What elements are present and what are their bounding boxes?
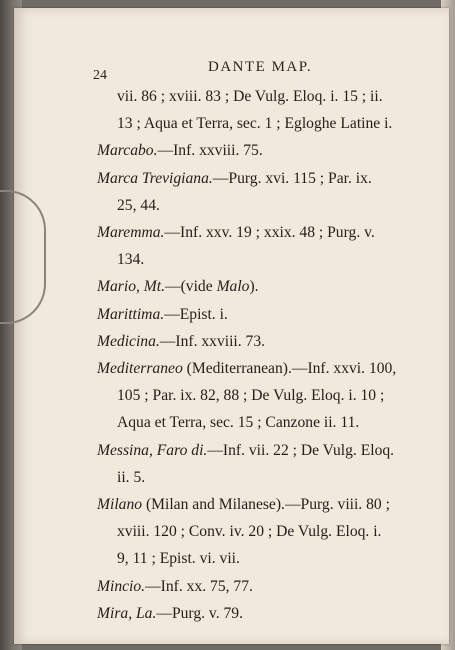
index-entry-line [97, 170, 372, 188]
index-entry-line [97, 333, 265, 351]
index-continuation-line [117, 414, 359, 432]
index-reference-text: 134. [117, 251, 145, 269]
index-entry-line [97, 306, 228, 324]
book-page [14, 8, 449, 644]
index-headword: Milano [97, 496, 143, 513]
index-reference-text: —Inf. xx. 75, 77. [145, 577, 253, 595]
index-headword: Marca Trevigiana. [97, 169, 213, 187]
index-reference-text: —(vide [165, 278, 217, 296]
index-headword: Mincio. [97, 577, 146, 595]
index-continuation-line [117, 523, 381, 541]
index-entry-line [97, 142, 263, 160]
index-continuation-line [117, 550, 240, 568]
index-reference-text: Aqua et Terra, sec. 15 ; Canzone ii. 11. [117, 414, 360, 432]
index-entry-line [97, 605, 243, 623]
index-reference-text: 13 ; Aqua et Terra, sec. 1 ; Egloghe Latine i. [117, 115, 393, 133]
index-reference-text: —Inf. vii. 22 ; De Vulg. Eloq. [207, 441, 395, 459]
index-headword: Marcabo. [97, 142, 158, 160]
index-reference-text: —Purg. v. 79. [156, 604, 244, 622]
index-headword: Mira, La. [97, 604, 157, 622]
index-reference-text: —Inf. xxv. 19 ; xxix. 48 ; Purg. v. [164, 224, 375, 241]
index-reference-text: (Milan and Milanese).—Purg. viii. 80 ; [142, 496, 390, 513]
index-continuation-line [117, 251, 144, 269]
index-reference-text: xviii. 120 ; Conv. iv. 20 ; De Vulg. Eloq. i. [117, 523, 382, 541]
index-entry-line [97, 278, 259, 296]
index-headword: Messina, Faro di. [97, 441, 208, 459]
index-entry-line [97, 442, 394, 460]
index-reference-text: ). [249, 278, 259, 296]
index-entry-line [97, 578, 253, 596]
index-reference-text: ii. 5. [117, 468, 146, 486]
page-header [15, 44, 449, 83]
index-reference-text: vii. 86 ; xviii. 83 ; De Vulg. Eloq. i. 15 ; ii. [117, 88, 383, 105]
index-continuation-line [117, 88, 383, 106]
index-reference-text: 9, 11 ; Epist. vi. vii. [117, 550, 240, 568]
index-entry-line [97, 496, 390, 514]
index-headword: Medicina. [97, 332, 160, 350]
index-reference-text: 25, 44. [117, 196, 160, 214]
binding-string [0, 190, 46, 324]
index-continuation-line [117, 387, 384, 405]
page-number: 24 [93, 68, 107, 83]
index-entry-line [97, 224, 375, 242]
index-continuation-line [117, 197, 160, 215]
index-reference-text: —Inf. xxviii. 73. [159, 332, 266, 350]
index-reference-text: —Epist. i. [164, 305, 228, 323]
index-reference-text: 105 ; Par. ix. 82, 88 ; De Vulg. Eloq. i. 10 ; [117, 387, 385, 405]
index-reference-text: (Mediterranean).—Inf. xxvi. 100, [182, 360, 397, 377]
index-continuation-line [117, 115, 392, 133]
index-headword: Mario, Mt. [97, 278, 166, 296]
index-headword: Mediterraneo [97, 360, 183, 377]
index-headword: Maremma. [97, 224, 165, 241]
index-reference-text: —Inf. xxviii. 75. [157, 142, 263, 160]
index-reference-text: —Purg. xvi. 115 ; Par. ix. [212, 169, 372, 187]
index-continuation-line [117, 469, 145, 487]
index-entry-line [97, 360, 396, 378]
index-headword: Malo [216, 278, 250, 296]
index-headword: Marittima. [97, 305, 165, 323]
running-title: DANTE MAP. [208, 59, 313, 75]
